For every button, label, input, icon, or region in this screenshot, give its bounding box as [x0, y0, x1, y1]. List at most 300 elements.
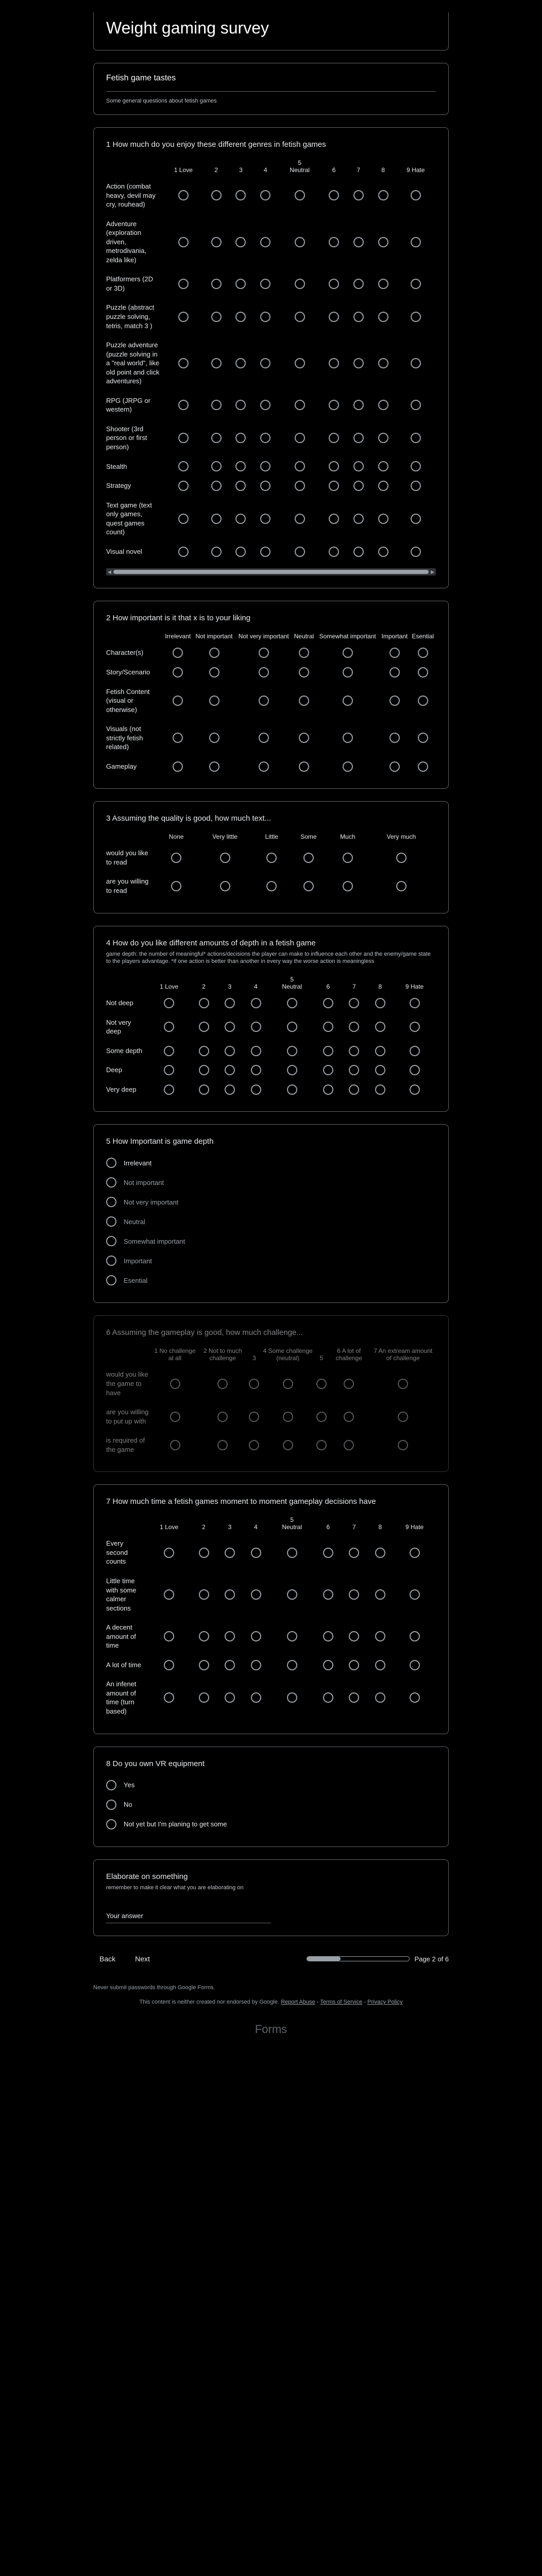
scroll-left-icon[interactable]: ◀: [108, 569, 111, 575]
radio-button[interactable]: [106, 1800, 116, 1810]
radio-button[interactable]: [329, 461, 339, 471]
radio-button[interactable]: [410, 1589, 420, 1600]
radio-button[interactable]: [349, 1692, 359, 1703]
radio-button[interactable]: [353, 481, 364, 491]
radio-button[interactable]: [343, 648, 353, 658]
radio-button[interactable]: [164, 1065, 174, 1075]
radio-button[interactable]: [211, 547, 222, 557]
radio-button[interactable]: [235, 433, 246, 443]
radio-button[interactable]: [178, 279, 189, 289]
radio-button[interactable]: [410, 1084, 420, 1095]
radio-button[interactable]: [378, 190, 388, 200]
radio-button[interactable]: [378, 461, 388, 471]
radio-button[interactable]: [199, 1046, 209, 1056]
radio-button[interactable]: [295, 400, 305, 410]
radio-button[interactable]: [251, 1692, 261, 1703]
radio-button[interactable]: [353, 312, 364, 322]
radio-button[interactable]: [225, 1631, 235, 1641]
column-header: 2: [202, 1523, 206, 1531]
radio-button[interactable]: [343, 696, 353, 706]
radio-button[interactable]: [225, 1022, 235, 1032]
radio-button[interactable]: [323, 1022, 333, 1032]
radio-button[interactable]: [199, 1084, 209, 1095]
radio-button[interactable]: [287, 1022, 297, 1032]
radio-button[interactable]: [220, 853, 230, 863]
radio-button[interactable]: [375, 1548, 385, 1558]
radio-button[interactable]: [411, 481, 421, 491]
radio-button[interactable]: [225, 1084, 235, 1095]
radio-button[interactable]: [353, 547, 364, 557]
radio-button[interactable]: [235, 190, 246, 200]
radio-button[interactable]: [316, 1440, 327, 1450]
radio-button[interactable]: [378, 481, 388, 491]
radio-button[interactable]: [287, 1660, 297, 1670]
report-abuse-link[interactable]: Report Abuse: [281, 1999, 315, 2006]
radio-button[interactable]: [396, 853, 406, 863]
radio-button[interactable]: [225, 1548, 235, 1558]
grid-cell: [204, 476, 229, 496]
radio-button[interactable]: [211, 237, 222, 247]
radio-button[interactable]: [199, 998, 209, 1008]
radio-button[interactable]: [249, 1412, 259, 1422]
radio-button[interactable]: [173, 733, 183, 743]
next-button[interactable]: Next: [135, 1955, 150, 1963]
radio-button[interactable]: [349, 998, 359, 1008]
radio-button[interactable]: [295, 279, 305, 289]
radio-button[interactable]: [211, 312, 222, 322]
radio-button[interactable]: [259, 667, 269, 677]
radio-button[interactable]: [106, 1236, 116, 1246]
radio-button[interactable]: [389, 696, 400, 706]
radio-button[interactable]: [211, 481, 222, 491]
radio-button[interactable]: [170, 1412, 180, 1422]
radio-button[interactable]: [349, 1660, 359, 1670]
radio-button[interactable]: [323, 1084, 333, 1095]
radio-option[interactable]: [106, 1153, 436, 1173]
radio-button[interactable]: [299, 648, 309, 658]
radio-button[interactable]: [295, 190, 305, 200]
radio-button[interactable]: [418, 696, 428, 706]
radio-button[interactable]: [299, 667, 309, 677]
radio-button[interactable]: [375, 1660, 385, 1670]
radio-button[interactable]: [164, 1589, 174, 1600]
radio-button[interactable]: [217, 1412, 228, 1422]
radio-button[interactable]: [225, 1065, 235, 1075]
radio-option[interactable]: [106, 1173, 436, 1192]
radio-button[interactable]: [106, 1819, 116, 1829]
radio-button[interactable]: [235, 547, 246, 557]
radio-button[interactable]: [106, 1780, 116, 1790]
radio-button[interactable]: [344, 1440, 354, 1450]
row-label: Very deep: [106, 1085, 137, 1093]
radio-button[interactable]: [344, 1379, 354, 1389]
radio-button[interactable]: [251, 1046, 261, 1056]
radio-button[interactable]: [375, 1589, 385, 1600]
radio-button[interactable]: [316, 1412, 327, 1422]
radio-button[interactable]: [251, 1022, 261, 1032]
radio-button[interactable]: [251, 1589, 261, 1600]
radio-button[interactable]: [353, 514, 364, 524]
radio-button[interactable]: [389, 733, 400, 743]
radio-button[interactable]: [209, 696, 219, 706]
radio-option[interactable]: [106, 1231, 436, 1251]
radio-button[interactable]: [295, 237, 305, 247]
radio-button[interactable]: [411, 312, 421, 322]
radio-button[interactable]: [260, 279, 270, 289]
radio-button[interactable]: [211, 279, 222, 289]
radio-button[interactable]: [344, 1412, 354, 1422]
radio-option[interactable]: [106, 1270, 436, 1290]
radio-button[interactable]: [209, 733, 219, 743]
grid-cell: [321, 496, 346, 542]
radio-button[interactable]: [411, 547, 421, 557]
back-button[interactable]: Back: [99, 1955, 116, 1963]
scrollbar-thumb[interactable]: [113, 570, 429, 574]
radio-button[interactable]: [164, 1046, 174, 1056]
radio-button[interactable]: [287, 1084, 297, 1095]
radio-button[interactable]: [323, 1046, 333, 1056]
radio-button[interactable]: [343, 667, 353, 677]
radio-button[interactable]: [353, 433, 364, 443]
radio-button[interactable]: [211, 358, 222, 368]
radio-button[interactable]: [349, 1065, 359, 1075]
radio-button[interactable]: [173, 648, 183, 658]
radio-button[interactable]: [260, 190, 270, 200]
radio-button[interactable]: [329, 433, 339, 443]
radio-option[interactable]: [106, 1212, 436, 1231]
radio-button[interactable]: [235, 358, 246, 368]
radio-button[interactable]: [260, 514, 270, 524]
radio-button[interactable]: [323, 998, 333, 1008]
radio-button[interactable]: [199, 1692, 209, 1703]
radio-button[interactable]: [389, 648, 400, 658]
radio-button[interactable]: [249, 1440, 259, 1450]
radio-button[interactable]: [164, 1084, 174, 1095]
radio-button[interactable]: [211, 433, 222, 443]
radio-button[interactable]: [235, 312, 246, 322]
column-header: Important: [381, 633, 408, 640]
radio-button[interactable]: [411, 237, 421, 247]
radio-button[interactable]: [251, 1548, 261, 1558]
radio-button[interactable]: [173, 696, 183, 706]
grid-cell: [229, 391, 253, 419]
radio-button[interactable]: [343, 733, 353, 743]
question-title: 8 Do you own VR equipment: [106, 1759, 205, 1768]
terms-link[interactable]: Terms of Service: [320, 1999, 363, 2006]
radio-button[interactable]: [283, 1412, 293, 1422]
radio-button[interactable]: [225, 1692, 235, 1703]
radio-button[interactable]: [199, 1589, 209, 1600]
radio-button[interactable]: [398, 1379, 408, 1389]
radio-button[interactable]: [178, 547, 189, 557]
radio-button[interactable]: [418, 761, 428, 772]
radio-button[interactable]: [260, 481, 270, 491]
radio-button[interactable]: [329, 312, 339, 322]
radio-button[interactable]: [353, 461, 364, 471]
radio-button[interactable]: [411, 461, 421, 471]
radio-button[interactable]: [211, 514, 222, 524]
radio-button[interactable]: [299, 696, 309, 706]
radio-button[interactable]: [375, 1631, 385, 1641]
radio-button[interactable]: [398, 1440, 408, 1450]
radio-button[interactable]: [164, 1631, 174, 1641]
radio-button[interactable]: [178, 237, 189, 247]
radio-button[interactable]: [411, 358, 421, 368]
radio-button[interactable]: [259, 648, 269, 658]
radio-button[interactable]: [295, 514, 305, 524]
radio-button[interactable]: [410, 1660, 420, 1670]
radio-button[interactable]: [178, 190, 189, 200]
radio-option[interactable]: [106, 1775, 436, 1795]
radio-button[interactable]: [287, 1631, 297, 1641]
radio-button[interactable]: [389, 761, 400, 772]
radio-option[interactable]: [106, 1795, 436, 1815]
horizontal-scrollbar[interactable]: [106, 568, 436, 575]
radio-option[interactable]: [106, 1815, 436, 1834]
radio-button[interactable]: [353, 279, 364, 289]
radio-button[interactable]: [235, 237, 246, 247]
radio-button[interactable]: [178, 514, 189, 524]
radio-button[interactable]: [106, 1216, 116, 1227]
radio-button[interactable]: [164, 1022, 174, 1032]
radio-button[interactable]: [323, 1589, 333, 1600]
privacy-link[interactable]: Privacy Policy: [367, 1999, 403, 2006]
radio-button[interactable]: [235, 514, 246, 524]
radio-button[interactable]: [199, 1022, 209, 1032]
radio-button[interactable]: [178, 433, 189, 443]
radio-button[interactable]: [106, 1197, 116, 1207]
radio-button[interactable]: [329, 279, 339, 289]
radio-button[interactable]: [349, 1022, 359, 1032]
question-title: 3 Assuming the quality is good, how much text...: [106, 814, 272, 823]
radio-button[interactable]: [260, 400, 270, 410]
radio-button[interactable]: [199, 1548, 209, 1558]
radio-button[interactable]: [225, 998, 235, 1008]
radio-button[interactable]: [353, 400, 364, 410]
radio-button[interactable]: [410, 1065, 420, 1075]
radio-button[interactable]: [259, 761, 269, 772]
radio-button[interactable]: [323, 1548, 333, 1558]
radio-button[interactable]: [260, 461, 270, 471]
radio-button[interactable]: [287, 1548, 297, 1558]
radio-button[interactable]: [375, 1022, 385, 1032]
radio-button[interactable]: [375, 1084, 385, 1095]
radio-button[interactable]: [260, 312, 270, 322]
radio-button[interactable]: [220, 881, 230, 891]
radio-button[interactable]: [251, 1631, 261, 1641]
radio-button[interactable]: [178, 481, 189, 491]
radio-button[interactable]: [287, 1065, 297, 1075]
radio-button[interactable]: [411, 433, 421, 443]
radio-button[interactable]: [164, 998, 174, 1008]
radio-button[interactable]: [266, 881, 277, 891]
radio-button[interactable]: [378, 237, 388, 247]
radio-button[interactable]: [164, 1548, 174, 1558]
radio-button[interactable]: [295, 461, 305, 471]
radio-button[interactable]: [323, 1065, 333, 1075]
radio-button[interactable]: [217, 1379, 228, 1389]
radio-button[interactable]: [283, 1379, 293, 1389]
radio-button[interactable]: [411, 400, 421, 410]
radio-button[interactable]: [259, 696, 269, 706]
radio-button[interactable]: [410, 1046, 420, 1056]
radio-button[interactable]: [259, 733, 269, 743]
grid-cell: [341, 1674, 367, 1721]
radio-button[interactable]: [343, 761, 353, 772]
radio-button[interactable]: [106, 1256, 116, 1266]
radio-button[interactable]: [349, 1548, 359, 1558]
radio-button[interactable]: [211, 400, 222, 410]
radio-button[interactable]: [287, 1046, 297, 1056]
radio-button[interactable]: [266, 853, 277, 863]
scroll-right-icon[interactable]: ▶: [431, 569, 434, 575]
radio-button[interactable]: [353, 237, 364, 247]
radio-button[interactable]: [411, 514, 421, 524]
radio-button[interactable]: [211, 190, 222, 200]
radio-button[interactable]: [299, 761, 309, 772]
radio-button[interactable]: [375, 998, 385, 1008]
radio-button[interactable]: [303, 853, 314, 863]
radio-button[interactable]: [329, 400, 339, 410]
radio-button[interactable]: [287, 998, 297, 1008]
radio-button[interactable]: [178, 400, 189, 410]
radio-button[interactable]: [389, 667, 400, 677]
answer-input[interactable]: [106, 1909, 271, 1923]
radio-button[interactable]: [251, 1084, 261, 1095]
radio-button[interactable]: [209, 761, 219, 772]
radio-option[interactable]: [106, 1251, 436, 1270]
radio-button[interactable]: [217, 1440, 228, 1450]
radio-button[interactable]: [106, 1158, 116, 1168]
radio-button[interactable]: [329, 190, 339, 200]
radio-button[interactable]: [235, 400, 246, 410]
radio-button[interactable]: [323, 1692, 333, 1703]
radio-button[interactable]: [260, 433, 270, 443]
radio-button[interactable]: [396, 881, 406, 891]
radio-button[interactable]: [260, 358, 270, 368]
radio-button[interactable]: [410, 998, 420, 1008]
radio-button[interactable]: [199, 1631, 209, 1641]
radio-button[interactable]: [378, 547, 388, 557]
radio-button[interactable]: [164, 1660, 174, 1670]
radio-button[interactable]: [410, 1631, 420, 1641]
radio-button[interactable]: [316, 1379, 327, 1389]
radio-button[interactable]: [303, 881, 314, 891]
radio-button[interactable]: [418, 667, 428, 677]
radio-button[interactable]: [418, 733, 428, 743]
radio-button[interactable]: [295, 547, 305, 557]
radio-button[interactable]: [329, 237, 339, 247]
radio-button[interactable]: [411, 190, 421, 200]
grid-cell: [379, 682, 410, 720]
radio-button[interactable]: [353, 358, 364, 368]
radio-button[interactable]: [411, 279, 421, 289]
radio-button[interactable]: [173, 667, 183, 677]
radio-button[interactable]: [211, 461, 222, 471]
grid-cell: [278, 542, 321, 562]
radio-button[interactable]: [235, 481, 246, 491]
radio-button[interactable]: [398, 1412, 408, 1422]
radio-button[interactable]: [295, 433, 305, 443]
radio-button[interactable]: [251, 1660, 261, 1670]
radio-button[interactable]: [343, 881, 353, 891]
radio-button[interactable]: [349, 1631, 359, 1641]
radio-button[interactable]: [329, 481, 339, 491]
radio-button[interactable]: [209, 667, 219, 677]
radio-button[interactable]: [410, 1022, 420, 1032]
radio-button[interactable]: [375, 1046, 385, 1056]
radio-button[interactable]: [295, 358, 305, 368]
radio-button[interactable]: [323, 1631, 333, 1641]
radio-button[interactable]: [170, 1379, 180, 1389]
radio-button[interactable]: [199, 1065, 209, 1075]
radio-button[interactable]: [287, 1589, 297, 1600]
radio-button[interactable]: [225, 1046, 235, 1056]
radio-button[interactable]: [349, 1084, 359, 1095]
radio-button[interactable]: [329, 547, 339, 557]
radio-button[interactable]: [295, 312, 305, 322]
radio-button[interactable]: [106, 1177, 116, 1188]
radio-button[interactable]: [178, 358, 189, 368]
radio-button[interactable]: [173, 761, 183, 772]
radio-button[interactable]: [343, 853, 353, 863]
radio-button[interactable]: [410, 1692, 420, 1703]
radio-button[interactable]: [287, 1692, 297, 1703]
radio-option[interactable]: [106, 1192, 436, 1212]
radio-button[interactable]: [225, 1660, 235, 1670]
radio-button[interactable]: [178, 461, 189, 471]
radio-button[interactable]: [260, 547, 270, 557]
radio-button[interactable]: [178, 312, 189, 322]
radio-button[interactable]: [378, 400, 388, 410]
radio-button[interactable]: [106, 1275, 116, 1285]
radio-button[interactable]: [418, 648, 428, 658]
radio-button[interactable]: [378, 514, 388, 524]
radio-button[interactable]: [225, 1589, 235, 1600]
radio-button[interactable]: [235, 461, 246, 471]
radio-button[interactable]: [164, 1692, 174, 1703]
radio-button[interactable]: [323, 1660, 333, 1670]
radio-button[interactable]: [170, 1440, 180, 1450]
radio-button[interactable]: [171, 853, 181, 863]
radio-button[interactable]: [375, 1692, 385, 1703]
radio-button[interactable]: [378, 312, 388, 322]
radio-button[interactable]: [251, 1065, 261, 1075]
radio-button[interactable]: [329, 514, 339, 524]
radio-button[interactable]: [378, 358, 388, 368]
radio-button[interactable]: [378, 279, 388, 289]
radio-button[interactable]: [353, 190, 364, 200]
radio-button[interactable]: [171, 881, 181, 891]
radio-button[interactable]: [295, 481, 305, 491]
radio-button[interactable]: [251, 998, 261, 1008]
grid-cell: [235, 643, 292, 663]
radio-button[interactable]: [410, 1548, 420, 1558]
radio-button[interactable]: [349, 1589, 359, 1600]
radio-button[interactable]: [199, 1660, 209, 1670]
radio-button[interactable]: [283, 1440, 293, 1450]
radio-button[interactable]: [375, 1065, 385, 1075]
radio-button[interactable]: [249, 1379, 259, 1389]
radio-button[interactable]: [299, 733, 309, 743]
radio-button[interactable]: [209, 648, 219, 658]
radio-button[interactable]: [349, 1046, 359, 1056]
radio-button[interactable]: [378, 433, 388, 443]
radio-button[interactable]: [235, 279, 246, 289]
radio-button[interactable]: [329, 358, 339, 368]
grid-cell: [197, 1402, 248, 1431]
radio-button[interactable]: [260, 237, 270, 247]
